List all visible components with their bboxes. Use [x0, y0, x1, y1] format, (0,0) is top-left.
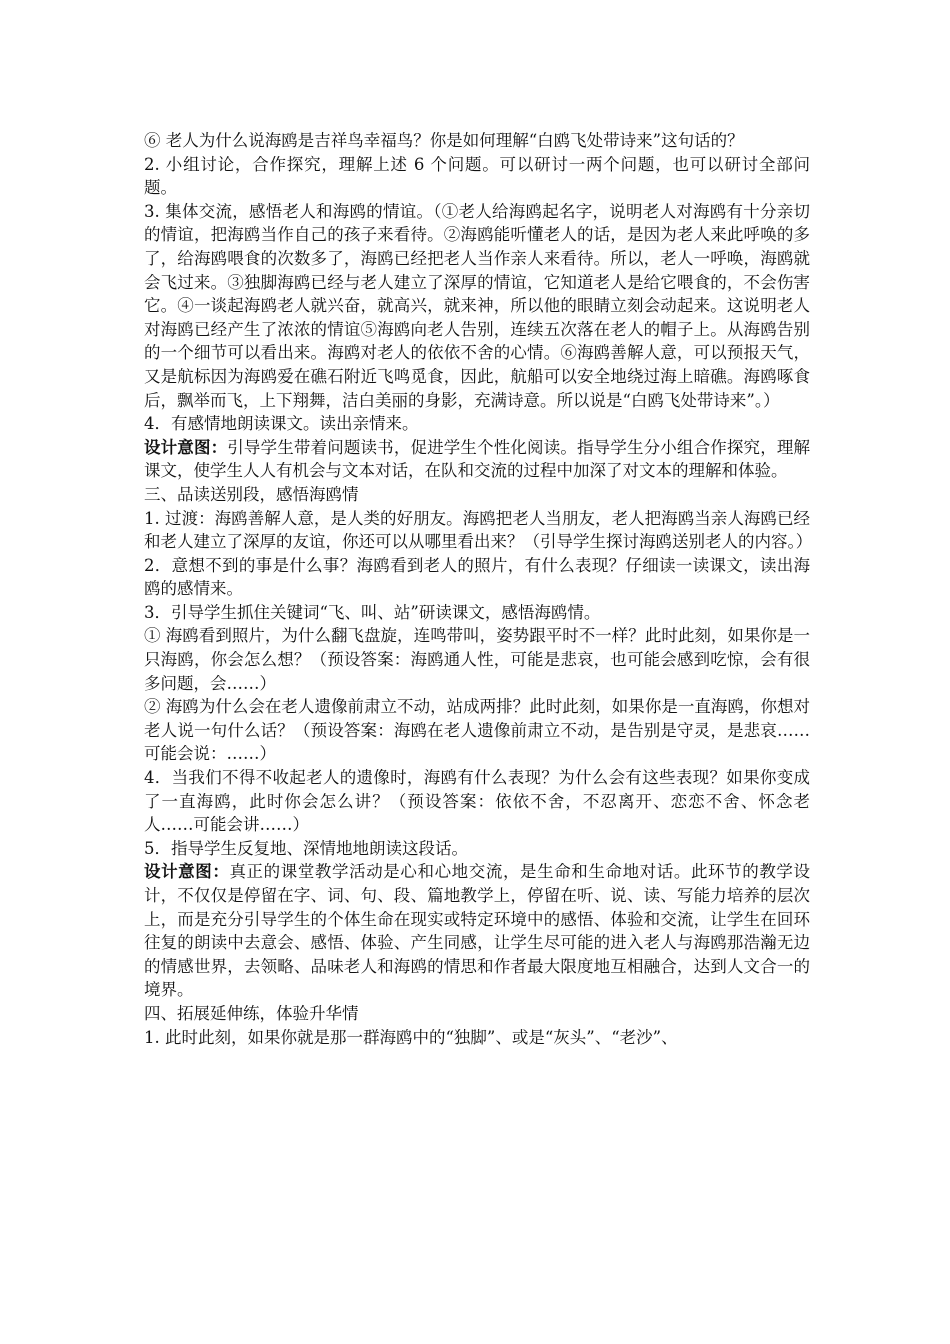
section-heading-4: 四、拓展延伸练，体验升华情: [144, 1003, 359, 1023]
paragraph-sub-question-1: ① 海鸥看到照片，为什么翻飞盘旋，连鸣带叫，姿势跟平时不一样？此时此刻，如果你是一只海鸥，你会怎么想？（预设答案：海鸥通人性，可能是悲哀，也可能会感到吃惊，会有很多问题，会……）: [144, 626, 810, 693]
design-intent-text: 真正的课堂教学活动是心和心地交流，是生命和生命地对话。此环节的教学设计，不仅仅是停留在字、词、句、段、篇地教学上，停留在听、说、读、写能力培养的层次上，而是充分引导学生的个体生命在现实或特定环境中的感悟、体验和交流，让学生在回环往复的朗读中去意会、感悟、体验、产生同感，让学生尽可能的进入老人与海鸥那浩瀚无边的情感世界，去领略、品味老人和海鸥的情思和作者最大限度地互相融合，达到人文合一的境界。: [144, 862, 811, 1000]
document-body: [144, 129, 813, 1049]
design-intent-text: 引导学生带着问题读书，促进学生个性化阅读。指导学生分小组合作探究，理解课文，使学生人人有机会与文本对话，在队和交流的过程中加深了对文本的理解和体验。: [144, 437, 811, 481]
paragraph-section4-step-1: 1. 此时此刻，如果你就是那一群海鸥中的“独脚”、或是“灰头”、“老沙”、: [144, 1027, 678, 1047]
paragraph-design-intent-2: [144, 860, 810, 1002]
paragraph-step-3: 3. 集体交流，感悟老人和海鸥的情谊。（①老人给海鸥起名字，说明老人对海鸥有十分亲切的情谊，把海鸥当作自己的孩子来看待。②海鸥能听懂老人的话，是因为老人来此呼唤的多了，给海鸥喂食的次数多了，海鸥已经把老人当作亲人来看待。所以，老人一呼唤，海鸥就会飞过来。③独脚海鸥已经与老人建立了深厚的情谊，它知道老人是给它喂食的，不会伤害它。④一谈起海鸥老人就兴奋，就高兴，就来神，所以他的眼睛立刻会动起来。这说明老人对海鸥已经产生了浓浓的情谊⑤海鸥向老人告别，连续五次落在老人的帽子上。从海鸥告别的一个细节可以看出来。海鸥对老人的依依不舍的心情。⑥海鸥善解人意，可以预报天气，又是航标因为海鸥爱在礁石附近飞鸣觅食，因此，航船可以安全地绕过海上暗礁。海鸥啄食后，飘举而飞，上下翔舞，洁白美丽的身影，充满诗意。所以说是“白鸥飞处带诗来”。）: [144, 201, 810, 410]
paragraph-question-6: ⑥ 老人为什么说海鸥是吉祥鸟幸福鸟？你是如何理解“白鸥飞处带诗来”这句话的？: [144, 131, 744, 150]
paragraph-step-2: 2. 小组讨论，合作探究，理解上述 6 个问题。可以研讨一两个问题，也可以研讨全部问题。: [144, 154, 810, 198]
paragraph-design-intent-1: [144, 436, 810, 483]
paragraph-step-4: 4．有感情地朗读课文。读出亲情来。: [144, 414, 419, 434]
paragraph-section3-step-4: 4．当我们不得不收起老人的遗像时，海鸥有什么表现？为什么会有这些表现？如果你变成了一直海鸥，此时你会怎么讲？（预设答案：依依不舍，不忍离开、恋恋不舍、怀念老人……可能会讲……）: [144, 768, 810, 835]
section-heading-3: 三、品读送别段，感悟海鸥情: [144, 484, 359, 504]
paragraph-sub-question-2: ② 海鸥为什么会在老人遗像前肃立不动，站成两排？此时此刻，如果你是一直海鸥，你想对老人说一句什么话？（预设答案：海鸥在老人遗像前肃立不动，是告别是守灵，是悲哀……可能会说：……）: [144, 697, 810, 764]
paragraph-section3-step-3: 3．引导学生抓住关键词“飞、叫、站”研读课文，感悟海鸥情。: [144, 602, 601, 622]
paragraph-section3-step-5: 5．指导学生反复地、深情地地朗读这段话。: [144, 838, 468, 858]
paragraph-transition: 1. 过渡：海鸥善解人意，是人类的好朋友。海鸥把老人当朋友，老人把海鸥当亲人海鸥已经和老人建立了深厚的友谊，你还可以从哪里看出来？（引导学生探讨海鸥送别老人的内容。）: [144, 508, 813, 552]
design-intent-label: 设计意图：: [144, 437, 228, 457]
paragraph-section3-step-2: 2．意想不到的事是什么事？海鸥看到老人的照片，有什么表现？仔细读一读课文，读出海鸥的感情来。: [144, 555, 810, 599]
design-intent-label: 设计意图：: [144, 862, 230, 882]
